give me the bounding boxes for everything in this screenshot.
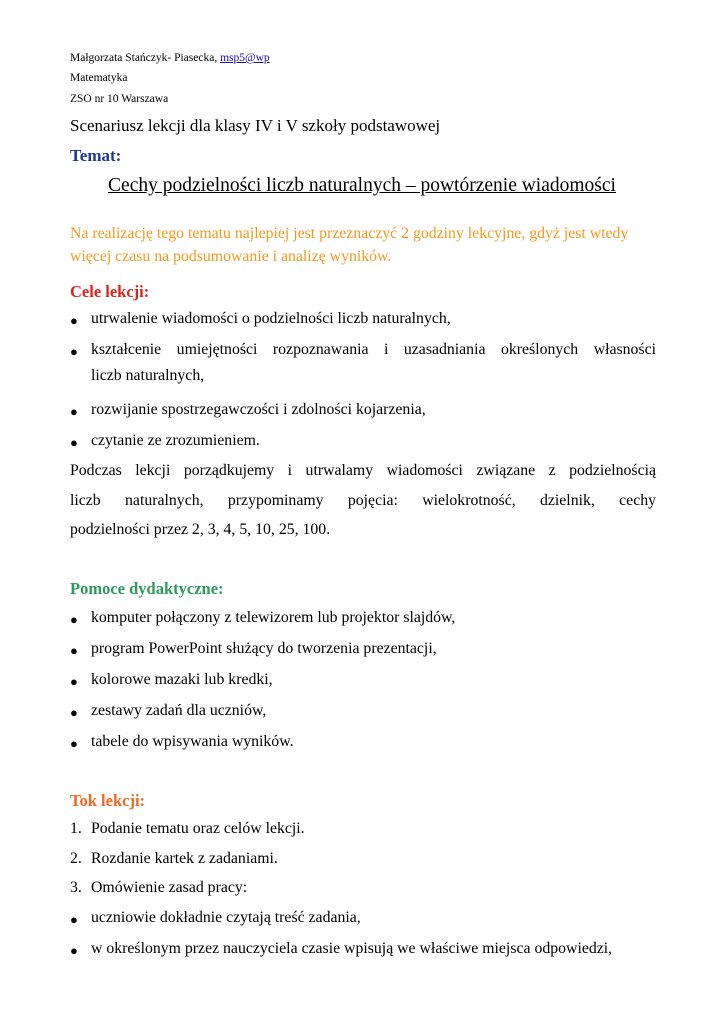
- numbered-item: [70, 879, 247, 897]
- numbered-item: [70, 850, 278, 868]
- bullet-icon: ●: [70, 736, 78, 751]
- paragraph-line-1: Podczas lekcji porządkujemy i utrwalamy wiadomości związane z podzielnością: [70, 462, 656, 479]
- subject-line: Matematyka: [70, 72, 128, 84]
- rule-item: uczniowie dokładnie czytają treść zadania,: [91, 909, 361, 926]
- list-item: [70, 702, 656, 724]
- list-item: [70, 609, 656, 631]
- paragraph-line-2: liczb naturalnych, przypominamy pojęcia: wielokrotność, dzielnik, cechy: [70, 492, 656, 509]
- realization-note: Na realizację tego tematu najlepiej jest przeznaczyć 2 godziny lekcyjne, gdyż jest wtedy więcej czasu na podsumowanie i analizę wyników.: [70, 225, 629, 265]
- teaching-aids-heading: Pomoce dydaktyczne:: [70, 579, 224, 598]
- goals-heading: Cele lekcji:: [70, 282, 150, 301]
- main-title: Cechy podzielności liczb naturalnych – powtórzenie wiadomości: [108, 175, 616, 196]
- goal-item-1: utrwalenie wiadomości o podzielności liczb naturalnych,: [91, 310, 451, 327]
- bullet-icon: ●: [70, 313, 78, 328]
- list-item: [70, 671, 656, 693]
- goal-item-2: [91, 341, 656, 385]
- topic-label: Temat:: [70, 146, 122, 165]
- bullet-icon: ●: [70, 643, 78, 658]
- step-number: 1.: [70, 820, 82, 837]
- aid-item: tabele do wpisywania wyników.: [91, 733, 294, 750]
- bullet-icon: ●: [70, 705, 78, 720]
- lesson-flow-heading: Tok lekcji:: [70, 791, 146, 810]
- step-number: 3.: [70, 879, 82, 896]
- bullet-icon: ●: [70, 612, 78, 627]
- list-item: [70, 909, 656, 931]
- goal-item-2-line-2: liczb naturalnych,: [91, 367, 205, 384]
- aid-item: zestawy zadań dla uczniów,: [91, 702, 267, 719]
- rule-item: w określonym przez nauczyciela czasie wpisują we właściwe miejsca odpowiedzi,: [91, 940, 613, 957]
- bullet-icon: ●: [70, 912, 78, 927]
- aid-item: komputer połączony z telewizorem lub projektor slajdów,: [91, 609, 456, 626]
- step-text: Rozdanie kartek z zadaniami.: [91, 850, 278, 867]
- list-item: [70, 310, 656, 332]
- author-email-link[interactable]: msp5@wp: [220, 52, 270, 64]
- goal-item-2-line-1: kształcenie umiejętności rozpoznawania i uzasadniania określonych własności: [91, 341, 656, 358]
- aid-item: kolorowe mazaki lub kredki,: [91, 671, 273, 688]
- bullet-icon: ●: [70, 404, 78, 419]
- author-line: [70, 52, 270, 64]
- bullet-icon: ●: [70, 674, 78, 689]
- scenario-subtitle: Scenariusz lekcji dla klasy IV i V szkoły podstawowej: [70, 116, 441, 135]
- school-line: ZSO nr 10 Warszawa: [70, 93, 169, 105]
- bullet-icon: ●: [70, 344, 78, 359]
- step-text: Omówienie zasad pracy:: [91, 879, 248, 896]
- list-item: [70, 640, 656, 662]
- list-item: [70, 940, 656, 962]
- goal-item-4: czytanie ze zrozumieniem.: [91, 432, 260, 449]
- paragraph-line-3: podzielności przez 2, 3, 4, 5, 10, 25, 100.: [70, 521, 331, 538]
- goal-item-3: rozwijanie spostrzegawczości i zdolności kojarzenia,: [91, 401, 426, 418]
- numbered-item: [70, 820, 305, 838]
- author-name: Małgorzata Stańczyk- Piasecka,: [70, 52, 221, 64]
- list-item: [70, 341, 656, 385]
- list-item: [70, 401, 656, 423]
- bullet-icon: ●: [70, 435, 78, 450]
- list-item: [70, 432, 656, 454]
- bullet-icon: ●: [70, 943, 78, 958]
- step-number: 2.: [70, 850, 82, 867]
- list-item: [70, 733, 656, 755]
- aid-item: program PowerPoint służący do tworzenia prezentacji,: [91, 640, 437, 657]
- step-text: Podanie tematu oraz celów lekcji.: [91, 820, 305, 837]
